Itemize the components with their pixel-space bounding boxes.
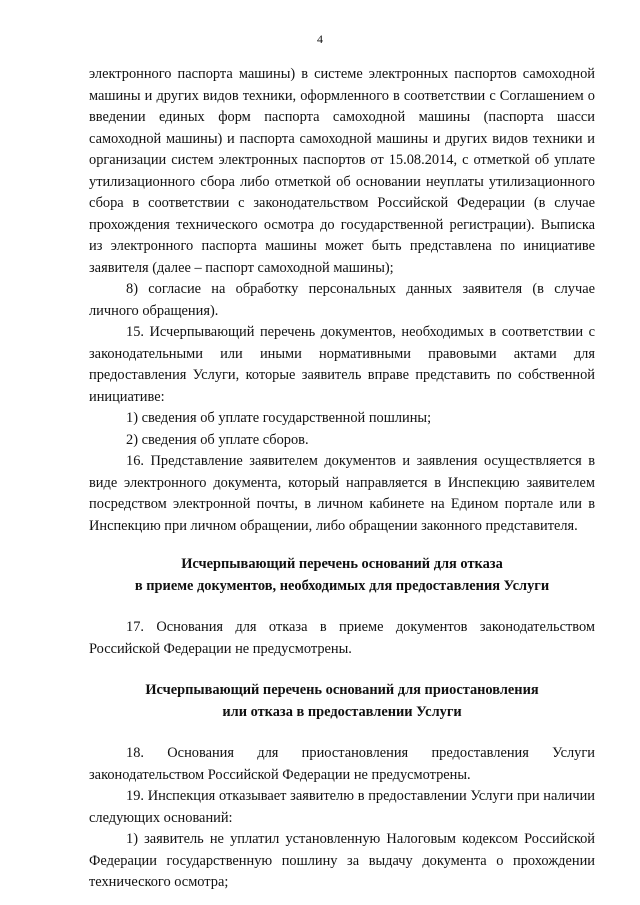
paragraph-19: 19. Инспекция отказывает заявителю в предоставлении Услуги при наличии следующих оснований: xyxy=(89,788,595,826)
paragraph-19-item-1: 1) заявитель не уплатил установленную Налоговым кодексом Российской Федерации государственную пошлину за выдачу документа о прохождении технического осмотра; xyxy=(89,831,595,890)
page-number: 4 xyxy=(317,32,323,46)
heading-line: Исчерпывающий перечень оснований для отказа xyxy=(181,556,503,572)
section-heading-refusal-documents xyxy=(89,554,595,597)
paragraph-16: 16. Представление заявителем документов и заявления осуществляется в виде электронного документа, который направляется в Инспекцию заявителем посредством электронной почты, в личном кабинете на Едином портале или в Инспекцию при личном обращении, либо обращении законного представителя. xyxy=(89,453,595,534)
section-heading-suspension xyxy=(89,680,595,723)
heading-line: в приеме документов, необходимых для предоставления Услуги xyxy=(134,577,550,594)
paragraph-15-item-1: 1) сведения об уплате государственной пошлины; xyxy=(126,410,432,426)
paragraph-15: 15. Исчерпывающий перечень документов, необходимых в соответствии с законодательными или иными нормативными правовыми актами для предоставления Услуги, которые заявитель вправе представить по собственной инициативе: xyxy=(89,324,595,405)
paragraph-intro: электронного паспорта машины) в системе электронных паспортов самоходной машины и других видов техники, оформленного в соответствии с Соглашением о введении единых форм паспорта самоходной машины (паспорта шасси самоходной машины) и паспорта самоходной машины и других видов техники и организации систем электронных паспортов от 15.08.2014, с отметкой об уплате утилизационного сбора либо отметкой об основании неуплаты утилизационного сбора в соответствии с законодательством Российской Федерации (в случае прохождения технического осмотра до государственной регистрации). Выписка из электронного паспорта машины может быть представлена по инициативе заявителя (далее – паспорт самоходной машины); xyxy=(89,66,595,276)
heading-line: или отказа в предоставлении Услуги xyxy=(222,703,462,720)
paragraph-18: 18. Основания для приостановления предоставления Услуги законодательством Российской Федерации не предусмотрены. xyxy=(89,745,595,783)
document-body xyxy=(89,64,595,894)
heading-line: Исчерпывающий перечень оснований для приостановления xyxy=(145,682,539,698)
paragraph-17: 17. Основания для отказа в приеме документов законодательством Российской Федерации не предусмотрены. xyxy=(89,619,595,657)
paragraph-item-8: 8) согласие на обработку персональных данных заявителя (в случае личного обращения). xyxy=(89,281,595,319)
paragraph-15-item-2: 2) сведения об уплате сборов. xyxy=(126,431,309,448)
